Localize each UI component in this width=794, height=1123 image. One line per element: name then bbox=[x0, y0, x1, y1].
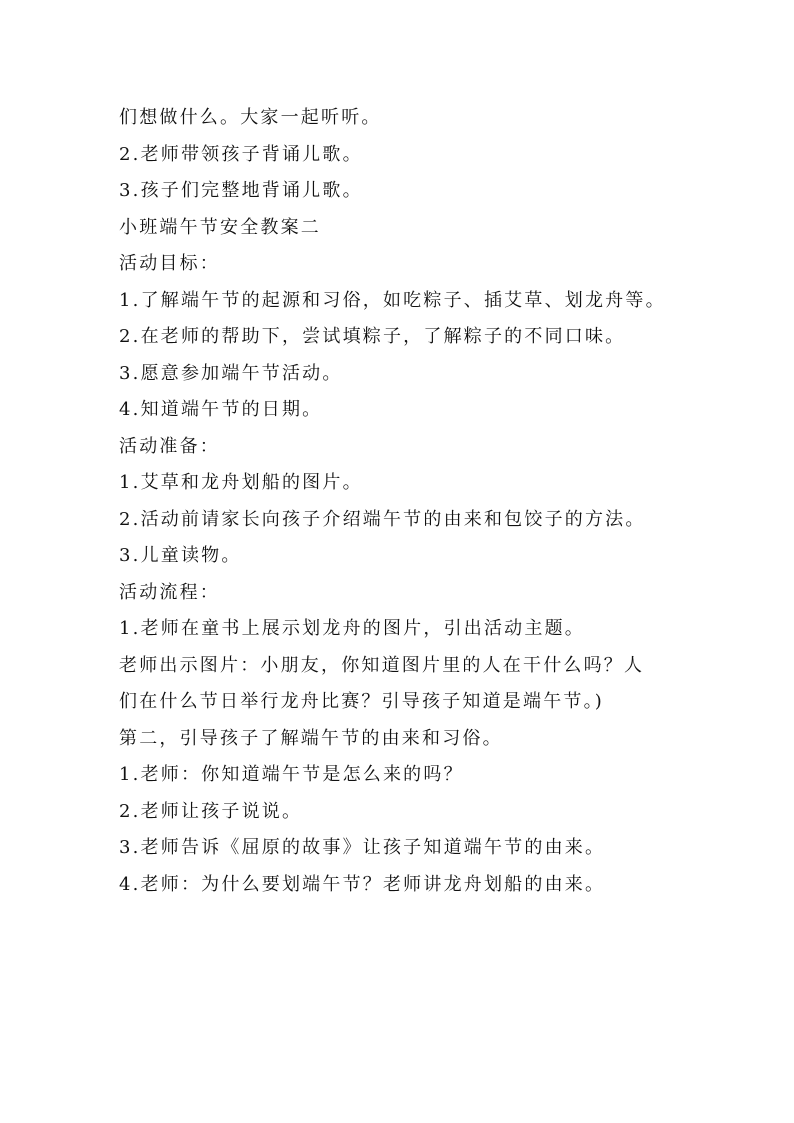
list-item-step-2: 2.老师带领孩子背诵儿歌。 bbox=[119, 143, 363, 165]
step-two-item-3: 3.老师告诉《屈原的故事》让孩子知道端午节的由来。 bbox=[119, 837, 606, 858]
step-two-item-2: 2.老师让孩子说说。 bbox=[119, 800, 303, 822]
preparation-item-2: 2.活动前请家长向孩子介绍端午节的由来和包饺子的方法。 bbox=[119, 508, 646, 530]
goal-item-4: 4.知道端午节的日期。 bbox=[119, 399, 323, 420]
preparation-item-3: 3.儿童读物。 bbox=[119, 545, 242, 566]
process-step-two-heading: 第二，引导孩子了解端午节的由来和习俗。 bbox=[119, 727, 503, 749]
process-item-1: 1.老师在童书上展示划龙舟的图片，引出活动主题。 bbox=[119, 618, 585, 639]
process-paragraph-line-2: 们在什么节日举行龙舟比赛？引导孩子知道是端午节。) bbox=[119, 691, 605, 712]
section-title-lesson-two: 小班端午节安全教案二 bbox=[119, 216, 321, 238]
preparation-item-1: 1.艾草和龙舟划船的图片。 bbox=[119, 472, 363, 493]
step-two-item-4: 4.老师：为什么要划端午节？老师讲龙舟划船的由来。 bbox=[119, 873, 606, 895]
goal-item-3: 3.愿意参加端午节活动。 bbox=[119, 362, 343, 384]
heading-activity-preparation: 活动准备： bbox=[119, 435, 220, 457]
step-two-item-1: 1.老师：你知道端午节是怎么来的吗？ bbox=[119, 764, 464, 785]
goal-item-1: 1.了解端午节的起源和习俗，如吃粽子、插艾草、划龙舟等。 bbox=[119, 289, 666, 311]
goal-item-2: 2.在老师的帮助下，尝试填粽子，了解粽子的不同口味。 bbox=[119, 326, 626, 347]
text-line-continuation: 们想做什么。大家一起听听。 bbox=[119, 107, 382, 128]
heading-activity-process: 活动流程： bbox=[119, 581, 220, 603]
list-item-step-3: 3.孩子们完整地背诵儿歌。 bbox=[119, 180, 363, 201]
process-paragraph-line-1: 老师出示图片：小朋友，你知道图片里的人在干什么吗？人 bbox=[119, 654, 645, 676]
document-body bbox=[119, 100, 719, 903]
heading-activity-goals: 活动目标： bbox=[119, 253, 220, 274]
